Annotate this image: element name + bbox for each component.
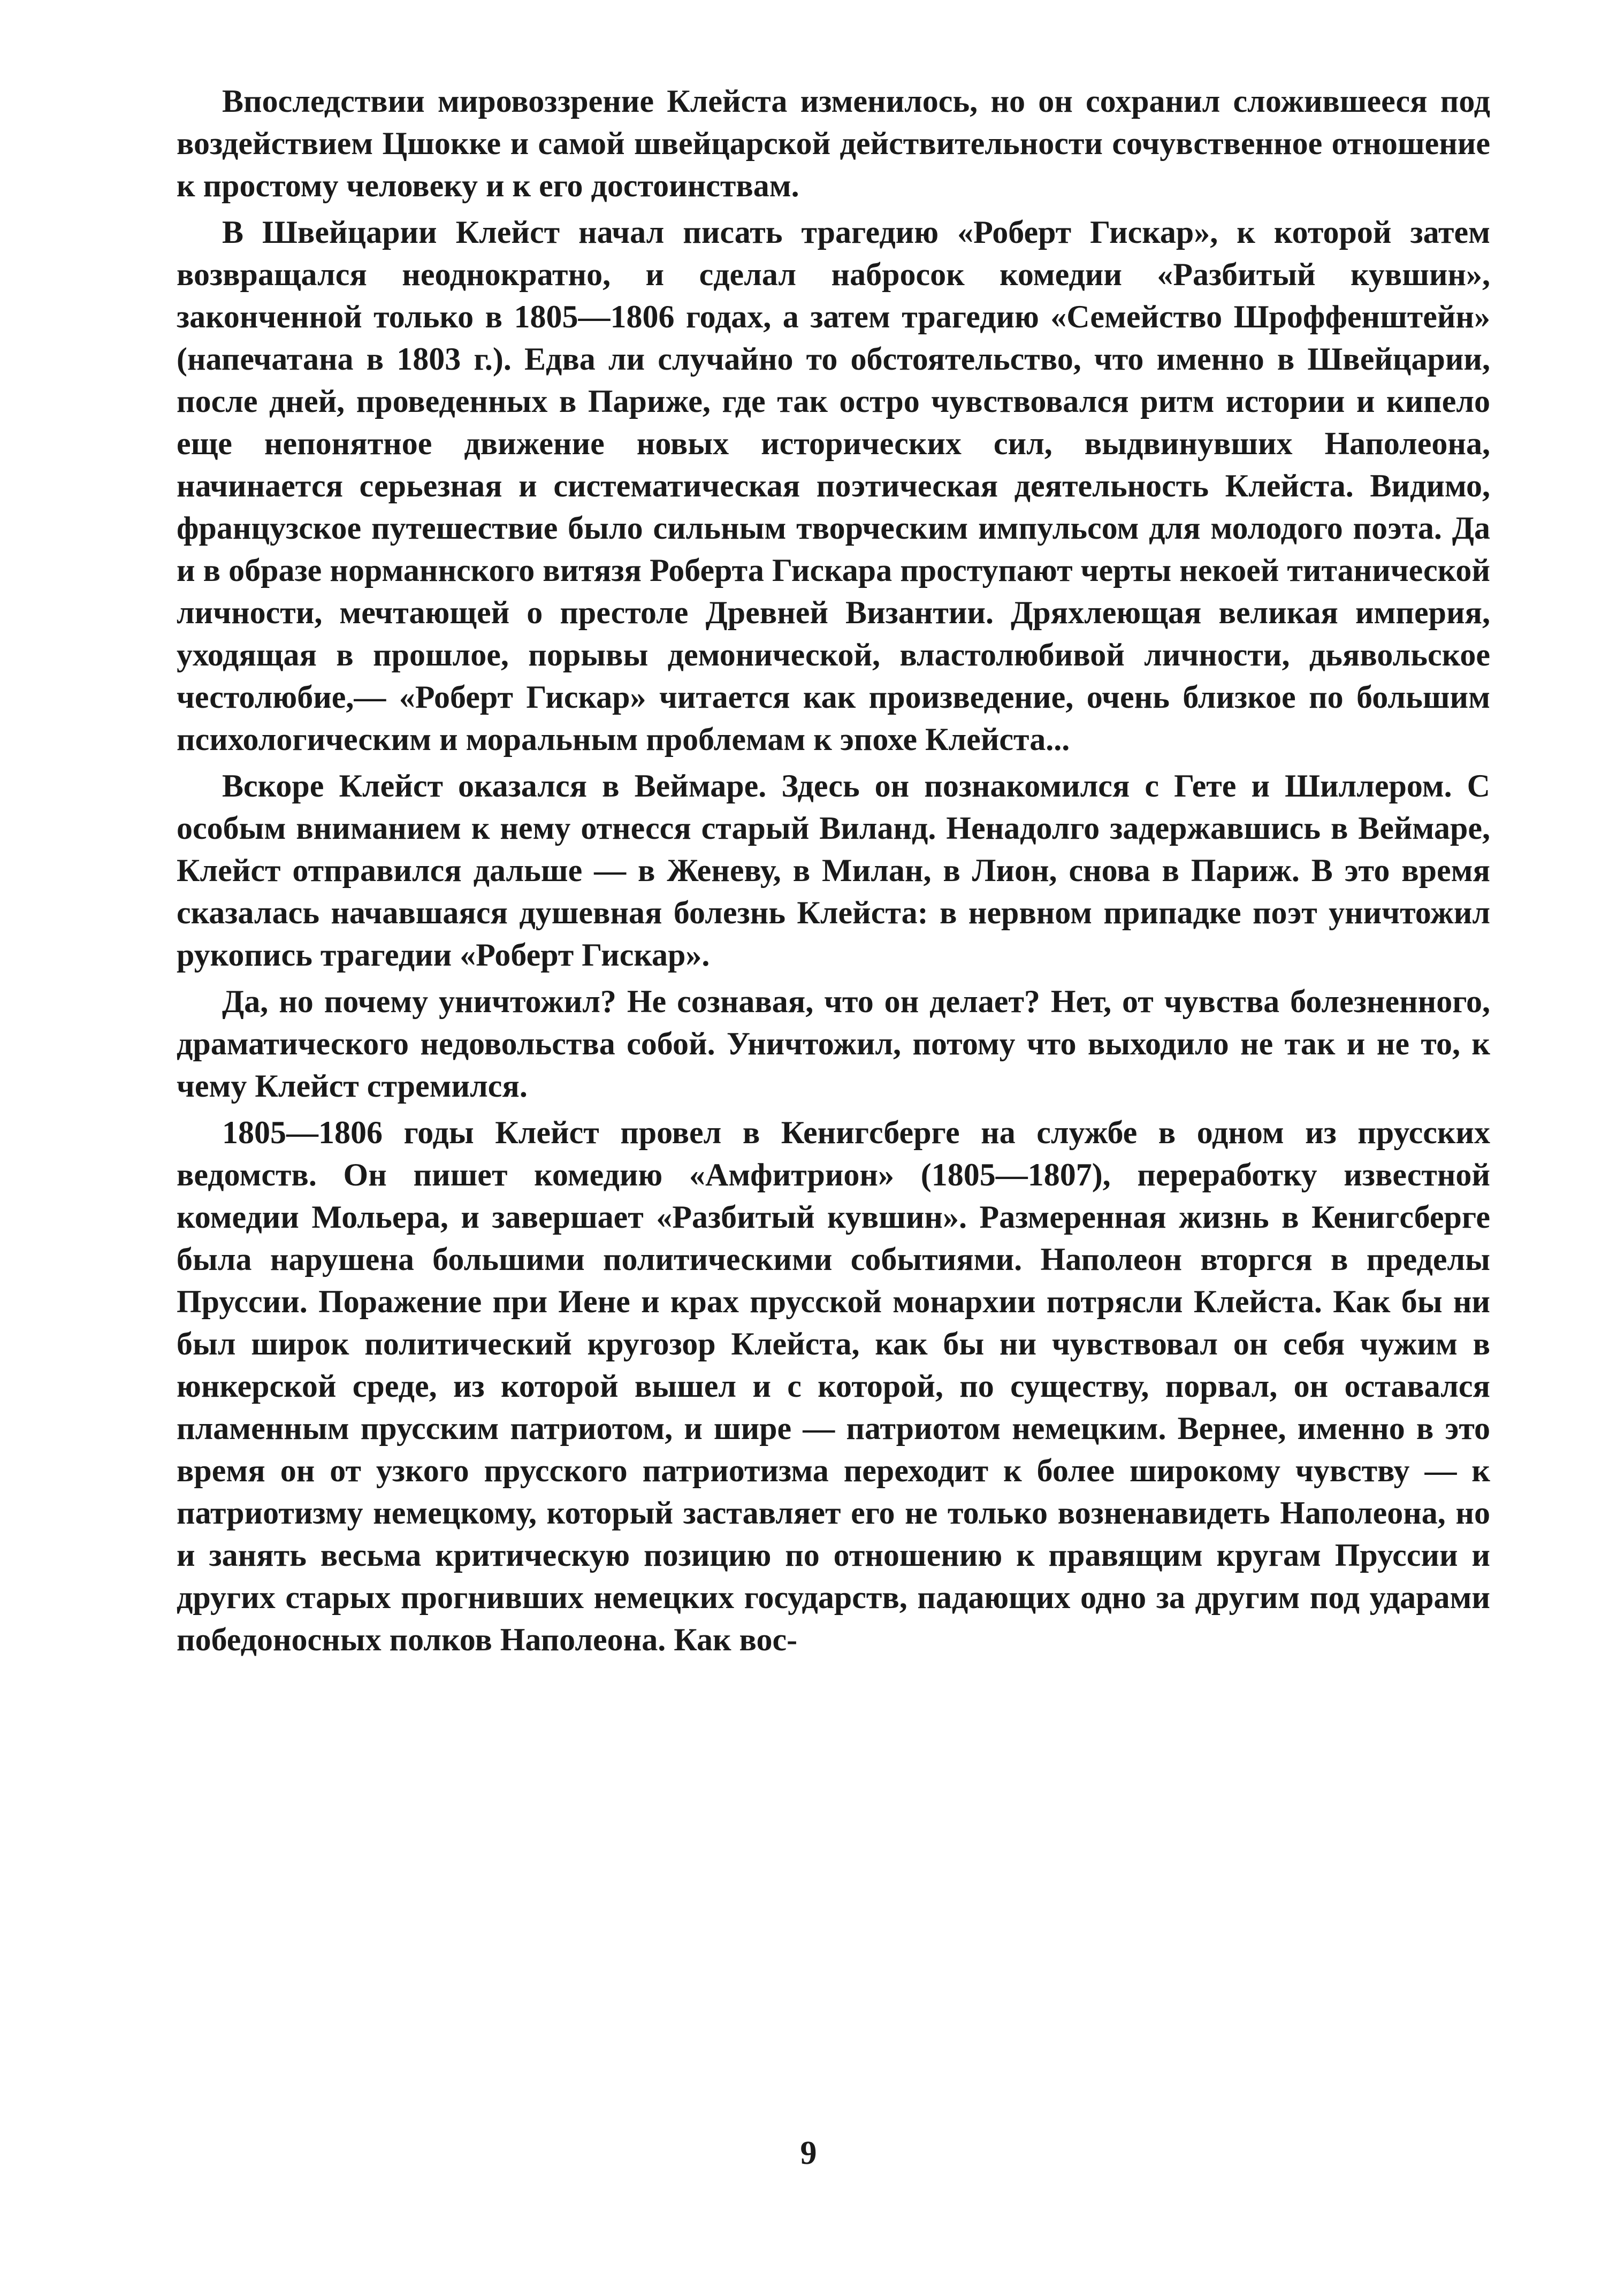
paragraph-1: Впоследствии мировоззрение Клейста изменилось, но он сохранил сложившееся под воздействием Цшокке и самой швейцарской действительности сочувственное отношение к простому человеку и к его достоинствам. bbox=[177, 83, 1490, 203]
paragraph-3: Вскоре Клейст оказался в Веймаре. Здесь он познакомился с Гете и Шиллером. С особым вниманием к нему отнесся старый Виланд. Ненадолго задержавшись в Веймаре, Клейст отправился дальше — в Женеву, в Милан, в Лион, снова в Париж. В это время сказалась начавшаяся душевная болезнь Клейста: в нервном припадке поэт уничтожил рукопись трагедии «Роберт Гискар». bbox=[177, 768, 1490, 973]
paragraph-4: Да, но почему уничтожил? Не сознавая, что он делает? Нет, от чувства болезненного, драматического недовольства собой. Уничтожил, потому что выходило не так и не то, к чему Клейст стремился. bbox=[177, 984, 1490, 1104]
paragraph-2: В Швейцарии Клейст начал писать трагедию «Роберт Гискар», к которой затем возвращался неоднократно, и сделал набросок комедии «Разбитый кувшин», законченной только в 1805—1806 годах, а затем трагедию «Семейство Шроффенштейн» (напечатана в 1803 г.). Едва ли случайно то обстоятельство, что именно в Швейцарии, после дней, проведенных в Париже, где так остро чувствовался ритм истории и кипело еще непонятное движение новых исторических сил, выдвинувших Наполеона, начинается серьезная и систематическая поэтическая деятельность Клейста. Видимо, французское путешествие было сильным творческим импульсом для молодого поэта. Да и в образе норманнского витязя Роберта Гискара проступают черты некоей титанической личности, мечтающей о престоле Древней Византии. Дряхлеющая великая империя, уходящая в прошлое, порывы демонической, властолюбивой личности, дьявольское честолюбие,— «Роберт Гискар» читается как произведение, очень близкое по большим психологическим и моральным проблемам к эпохе Клейста... bbox=[177, 215, 1490, 757]
page-body bbox=[177, 80, 1490, 1661]
paragraph-5: 1805—1806 годы Клейст провел в Кенигсберге на службе в одном из прусских ведомств. Он пишет комедию «Амфитрион» (1805—1807), переработку известной комедии Мольера, и завершает «Разбитый кувшин». Размеренная жизнь в Кенигсберге была нарушена большими политическими событиями. Наполеон вторгся в пределы Пруссии. Поражение при Иене и крах прусской монархии потрясли Клейста. Как бы ни был широк политический кругозор Клейста, как бы ни чувствовал он себя чужим в юнкерской среде, из которой вышел и с которой, по существу, порвал, он оставался пламенным прусским патриотом, и шире — патриотом немецким. Вернее, именно в это время он от узкого прусского патриотизма переходит к более широкому чувству — к патриотизму немецкому, который заставляет его не только возненавидеть Наполеона, но и занять весьма критическую позицию по отношению к правящим кругам Пруссии и других старых прогнивших немецких государств, падающих одно за другим под ударами победоносных полков Наполеона. Как вос- bbox=[177, 1115, 1490, 1657]
page-number: 9 bbox=[800, 2135, 817, 2171]
